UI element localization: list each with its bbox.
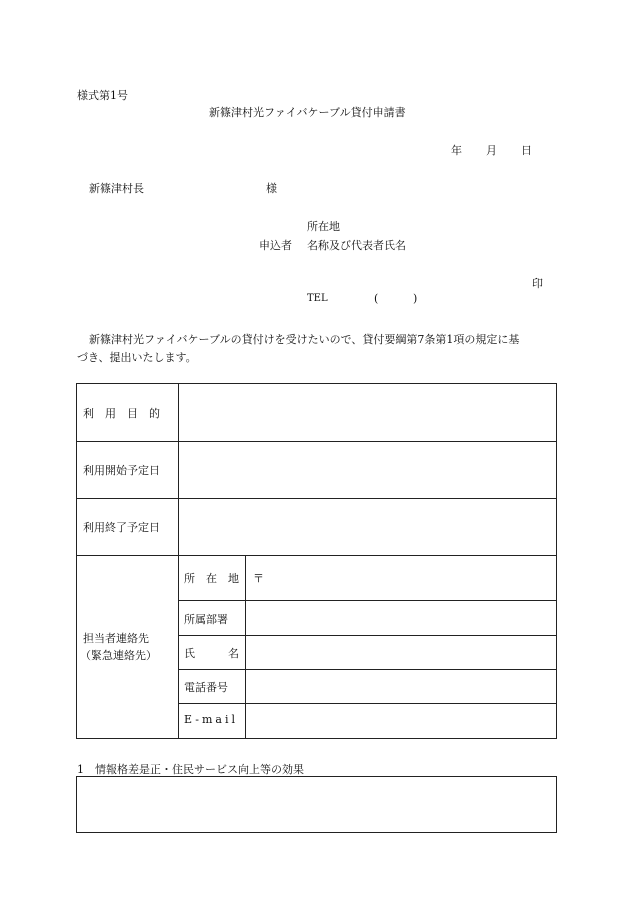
tel-label: TEL <box>307 293 328 304</box>
application-table <box>76 383 557 739</box>
contact-phone-label: 電話番号 <box>184 681 228 694</box>
postal-mark: 〒 <box>253 572 264 585</box>
table-subrow-divider <box>178 703 556 704</box>
contact-label-line2: （緊急連絡先） <box>80 649 157 662</box>
contact-department-label: 所属部署 <box>184 613 228 626</box>
end-date-label: 利用終了予定日 <box>83 521 160 534</box>
addressee-honorific: 様 <box>266 182 277 195</box>
contact-address-label: 所 在 地 <box>184 572 239 585</box>
addressee-name: 新篠津村長 <box>89 182 144 195</box>
form-title: 新篠津村光ファイバケーブル貸付申請書 <box>209 106 406 119</box>
seal-mark: 印 <box>532 277 543 290</box>
date-day-label: 日 <box>521 144 532 157</box>
table-divider-label-col <box>178 384 179 738</box>
tel-close-paren: ) <box>413 292 418 305</box>
contact-name-label: 氏 名 <box>184 647 239 660</box>
section1-answer-box <box>76 776 557 833</box>
contact-label-line1: 担当者連絡先 <box>83 632 149 645</box>
table-divider-sublabel-col <box>245 555 246 738</box>
body-text-line2: づき、提出いたします。 <box>77 351 197 364</box>
start-date-label: 利用開始予定日 <box>83 464 160 477</box>
table-row-divider <box>77 441 556 442</box>
tel-open-paren: ( <box>374 292 379 305</box>
date-month-label: 月 <box>486 144 497 157</box>
applicant-role-label: 申込者 <box>259 239 292 252</box>
table-subrow-divider <box>178 635 556 636</box>
date-year-label: 年 <box>451 144 462 157</box>
purpose-label: 利 用 目 的 <box>83 407 160 420</box>
form-number: 様式第1号 <box>77 89 128 102</box>
applicant-name-label: 名称及び代表者氏名 <box>307 239 406 252</box>
table-row-divider <box>77 555 556 556</box>
applicant-address-label: 所在地 <box>307 220 340 233</box>
contact-email-label: E-mail <box>184 713 238 726</box>
table-subrow-divider <box>178 669 556 670</box>
table-row-divider <box>77 498 556 499</box>
table-subrow-divider <box>178 600 556 601</box>
body-text-line1: 新篠津村光ファイバケーブルの貸付けを受けたいので、貸付要綱第7条第1項の規定に基 <box>89 333 520 346</box>
section1-heading: 1 情報格差是正・住民サービス向上等の効果 <box>77 763 304 776</box>
